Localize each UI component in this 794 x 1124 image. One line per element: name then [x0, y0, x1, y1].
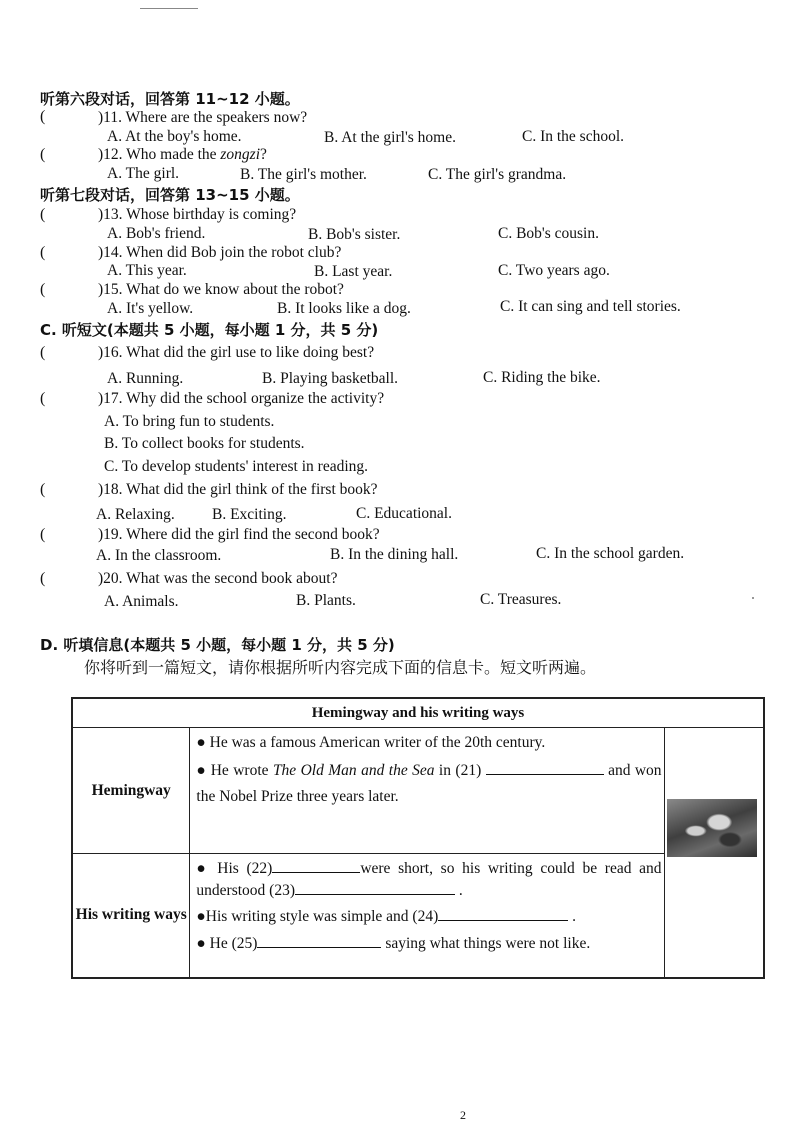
q14-option-a[interactable]: A. This year.: [107, 262, 187, 279]
q13-stem: )13. Whose birthday is coming?: [98, 206, 297, 223]
q20-option-b[interactable]: B. Plants.: [296, 592, 356, 609]
blank-21[interactable]: [486, 762, 604, 775]
q16-option-a[interactable]: A. Running.: [107, 370, 184, 387]
section-d-instructions: 你将听到一篇短文，请你根据所听内容完成下面的信息卡。短文听两遍。: [84, 658, 597, 677]
q17-option-c[interactable]: C. To develop students' interest in reading.: [104, 458, 369, 475]
way-3-end: saying what things were not like.: [385, 935, 591, 952]
blank-22[interactable]: [272, 860, 360, 873]
hemingway-photo: [667, 799, 757, 857]
fact-1-text: He was a famous American writer of the 20th century.: [209, 734, 546, 751]
q15-option-a[interactable]: A. It's yellow.: [107, 300, 194, 317]
answer-paren-13: (: [40, 206, 46, 223]
way-1-mid: were short, so his writing could be read and understood (23): [196, 860, 662, 899]
answer-paren-19: (: [40, 526, 46, 543]
q20-stem: )20. What was the second book about?: [98, 570, 338, 587]
q18-option-c[interactable]: C. Educational.: [356, 505, 452, 522]
q17-option-a[interactable]: A. To bring fun to students.: [104, 413, 275, 430]
blank-25[interactable]: [257, 935, 381, 948]
q18-option-a[interactable]: A. Relaxing.: [96, 506, 175, 523]
q12-option-c[interactable]: C. The girl's grandma.: [428, 166, 567, 183]
fact-2: [196, 758, 661, 810]
q13-option-a[interactable]: A. Bob's friend.: [107, 225, 206, 242]
q17-option-b[interactable]: B. To collect books for students.: [104, 435, 305, 452]
book-title: The Old Man and the Sea: [272, 762, 435, 779]
answer-paren-18: (: [40, 481, 46, 498]
info-card-title: Hemingway and his writing ways: [72, 698, 764, 728]
bullet-icon: ●: [196, 734, 206, 751]
q18-option-b[interactable]: B. Exciting.: [212, 506, 287, 523]
q14-option-c[interactable]: C. Two years ago.: [498, 262, 610, 279]
top-rule: [140, 8, 198, 9]
q12-stem-text: )12. Who made the: [98, 146, 221, 163]
q11-option-c[interactable]: C. In the school.: [522, 128, 625, 145]
answer-paren-14: (: [40, 244, 46, 261]
q14-stem: )14. When did Bob join the robot club?: [98, 244, 342, 261]
page-number: 2: [460, 1108, 466, 1122]
bullet-icon: ●: [196, 908, 206, 925]
q19-stem: )19. Where did the girl find the second book?: [98, 526, 380, 543]
q11-stem: )11. Where are the speakers now?: [98, 109, 308, 126]
way-1: [196, 858, 661, 902]
hemingway-facts: [190, 728, 664, 854]
blank-24[interactable]: [438, 908, 568, 921]
q12-stem: [98, 146, 267, 164]
q14-option-b[interactable]: B. Last year.: [314, 263, 393, 280]
way-2-text: His writing style was simple and (24): [205, 908, 439, 925]
answer-paren-15: (: [40, 281, 46, 298]
blank-23[interactable]: [295, 882, 455, 895]
info-card: [71, 697, 765, 979]
q16-stem: )16. What did the girl use to like doing best?: [98, 344, 375, 361]
q18-stem: )18. What did the girl think of the first book?: [98, 481, 378, 498]
row-head-hemingway: Hemingway: [72, 728, 190, 854]
scan-speck: [752, 597, 754, 599]
q15-option-b[interactable]: B. It looks like a dog.: [277, 300, 411, 317]
q15-option-c[interactable]: C. It can sing and tell stories.: [500, 298, 681, 315]
q12-option-a[interactable]: A. The girl.: [107, 165, 180, 182]
way-3-text: He (25): [209, 935, 258, 952]
q16-option-c[interactable]: C. Riding the bike.: [483, 369, 601, 386]
q11-option-b[interactable]: B. At the girl's home.: [324, 129, 456, 146]
fact-2-end: and won the Nobel Prize three years later.: [196, 762, 662, 805]
fact-2-text: He wrote: [210, 762, 273, 779]
q12-stem-end: ?: [260, 146, 267, 163]
answer-paren-17: (: [40, 390, 46, 407]
q13-option-c[interactable]: C. Bob's cousin.: [498, 225, 599, 242]
way-1-end: .: [458, 882, 463, 899]
fact-2-in: in: [434, 762, 451, 779]
q19-option-a[interactable]: A. In the classroom.: [96, 547, 222, 564]
bullet-icon: ●: [196, 860, 210, 877]
blank-21-label: (21): [455, 762, 482, 779]
q15-stem: )15. What do we know about the robot?: [98, 281, 344, 298]
q13-option-b[interactable]: B. Bob's sister.: [308, 226, 401, 243]
q20-option-c[interactable]: C. Treasures.: [480, 591, 562, 608]
answer-paren-20: (: [40, 570, 46, 587]
answer-paren-12: (: [40, 146, 46, 163]
answer-paren-11: (: [40, 108, 46, 125]
bullet-icon: ●: [196, 935, 206, 952]
q20-option-a[interactable]: A. Animals.: [104, 593, 179, 610]
q19-option-c[interactable]: C. In the school garden.: [536, 545, 685, 562]
answer-paren-16: (: [40, 344, 46, 361]
q11-option-a[interactable]: A. At the boy's home.: [107, 128, 242, 145]
way-3: [196, 933, 661, 955]
bullet-icon: ●: [196, 762, 207, 779]
row-head-writing-ways: His writing ways: [72, 854, 190, 978]
section-c-heading: C. 听短文(本题共 5 小题，每小题 1 分，共 5 分): [40, 321, 379, 339]
section-d-heading: D. 听填信息(本题共 5 小题，每小题 1 分，共 5 分): [40, 636, 395, 654]
q12-stem-italic: zongzi: [220, 146, 261, 163]
way-2-end: .: [572, 908, 577, 925]
way-2: [196, 906, 661, 928]
section-7-heading: 听第七段对话，回答第 13~15 小题。: [40, 186, 300, 204]
way-1-text: His (22): [217, 860, 273, 877]
section-6-heading: 听第六段对话，回答第 11~12 小题。: [40, 90, 300, 108]
q19-option-b[interactable]: B. In the dining hall.: [330, 546, 459, 563]
writing-ways-facts: [190, 854, 664, 978]
q16-option-b[interactable]: B. Playing basketball.: [262, 370, 399, 387]
q12-option-b[interactable]: B. The girl's mother.: [240, 166, 367, 183]
q17-stem: )17. Why did the school organize the activity?: [98, 390, 385, 407]
fact-1: [196, 732, 661, 754]
